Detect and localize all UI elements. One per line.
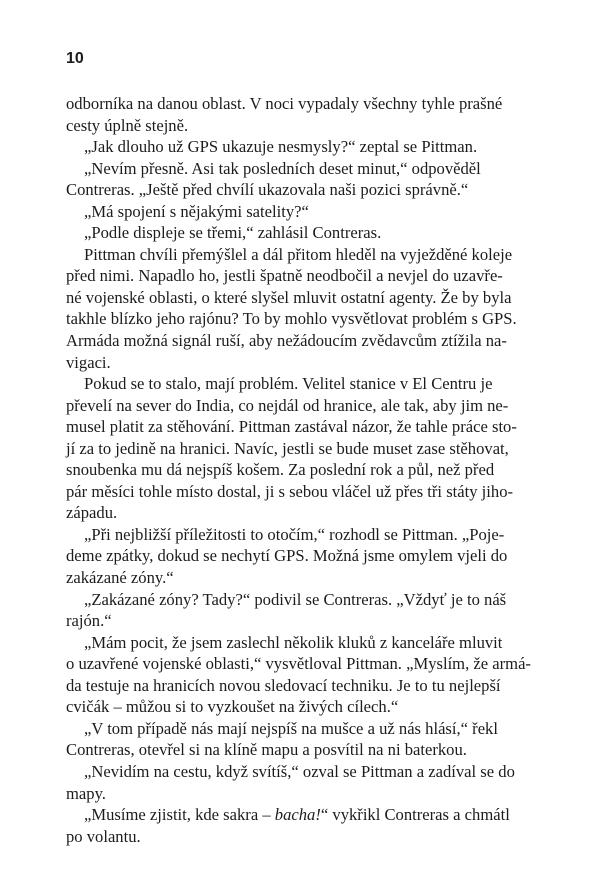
paragraph: „Podle displeje se třemi,“ zahlásil Contreras. [84, 223, 382, 243]
paragraph: Pittman chvíli přemýšlel a dál přitom hleděl na vyježděné koleje před nimi. Napadlo ho, jestli špatně neodbočil a nevjel do uzavře- né vojenské oblasti, o které slyšel mluvit ostatní agenty. Že by byla takhle blízko jeho rajónu? To by mohlo vysvětlovat problém s GPS. Armáda možná signál ruší, aby nežádoucím zvědavcům ztížila na- vigaci. [66, 244, 517, 372]
paragraph: „Zakázané zóny? Tady?“ podivil se Contreras. „Vždyť je to náš rajón.“ [66, 589, 507, 631]
paragraph: „V tom případě nás mají nejspíš na mušce a už nás hlásí,“ řekl Contreras, otevřel si na klíně mapu a posvítil na ni baterkou. [66, 718, 498, 760]
paragraph: „Musíme zjistit, kde sakra – bacha!“ vykřikl Contreras a chmátl po volantu. [66, 805, 510, 846]
paragraph: Pokud se to stalo, mají problém. Velitel stanice v El Centru je převelí na sever do India, co nejdál od hranice, ale tak, aby jim ne- musel platit za stěhování. Pittman zastával názor, že tahle práce sto- jí za to jedině na hranici. Navíc, jestli se bude muset zase stěhovat, snoubenka mu dá nejspíš košem. Za poslední rok a půl, než před pár měsíci tohle místo dostal, ji s sebou vláčel už přes tři státy jiho- západu. [66, 374, 517, 523]
paragraph: „Nevidím na cestu, když svítíš,“ ozval se Pittman a zadíval se do mapy. [66, 761, 515, 803]
paragraph: „Mám pocit, že jsem zaslechl několik kluků z kanceláře mluvit o uzavřené vojenské oblasti,“ vysvětloval Pittman. „Myslím, že armá- da testuje na hranicích novou sledovací techniku. Je to tu nejlepší cvičák – můžou si to vyzkoušet na živých cílech.“ [66, 632, 531, 717]
paragraph: „Při nejbližší příležitosti to otočím,“ rozhodl se Pittman. „Poje- deme zpátky, dokud se nechytí GPS. Možná jsme omylem vjeli do zakázané zóny.“ [66, 524, 508, 588]
emphasis: bacha! [274, 805, 321, 825]
paragraph: odborníka na danou oblast. V noci vypadaly všechny tyhle prašné cesty úplně stejně. [66, 94, 503, 135]
paragraph: „Má spojení s nějakými satelity?“ [84, 201, 309, 221]
paragraph: „Jak dlouho už GPS ukazuje nesmysly?“ zeptal se Pittman. [84, 137, 478, 157]
paragraph: „Nevím přesně. Asi tak posledních deset minut,“ odpověděl Contreras. „Ještě před chvílí ukazovala naši pozici správně.“ [66, 158, 481, 200]
page-number: 10 [66, 50, 84, 67]
body-text [66, 93, 536, 847]
